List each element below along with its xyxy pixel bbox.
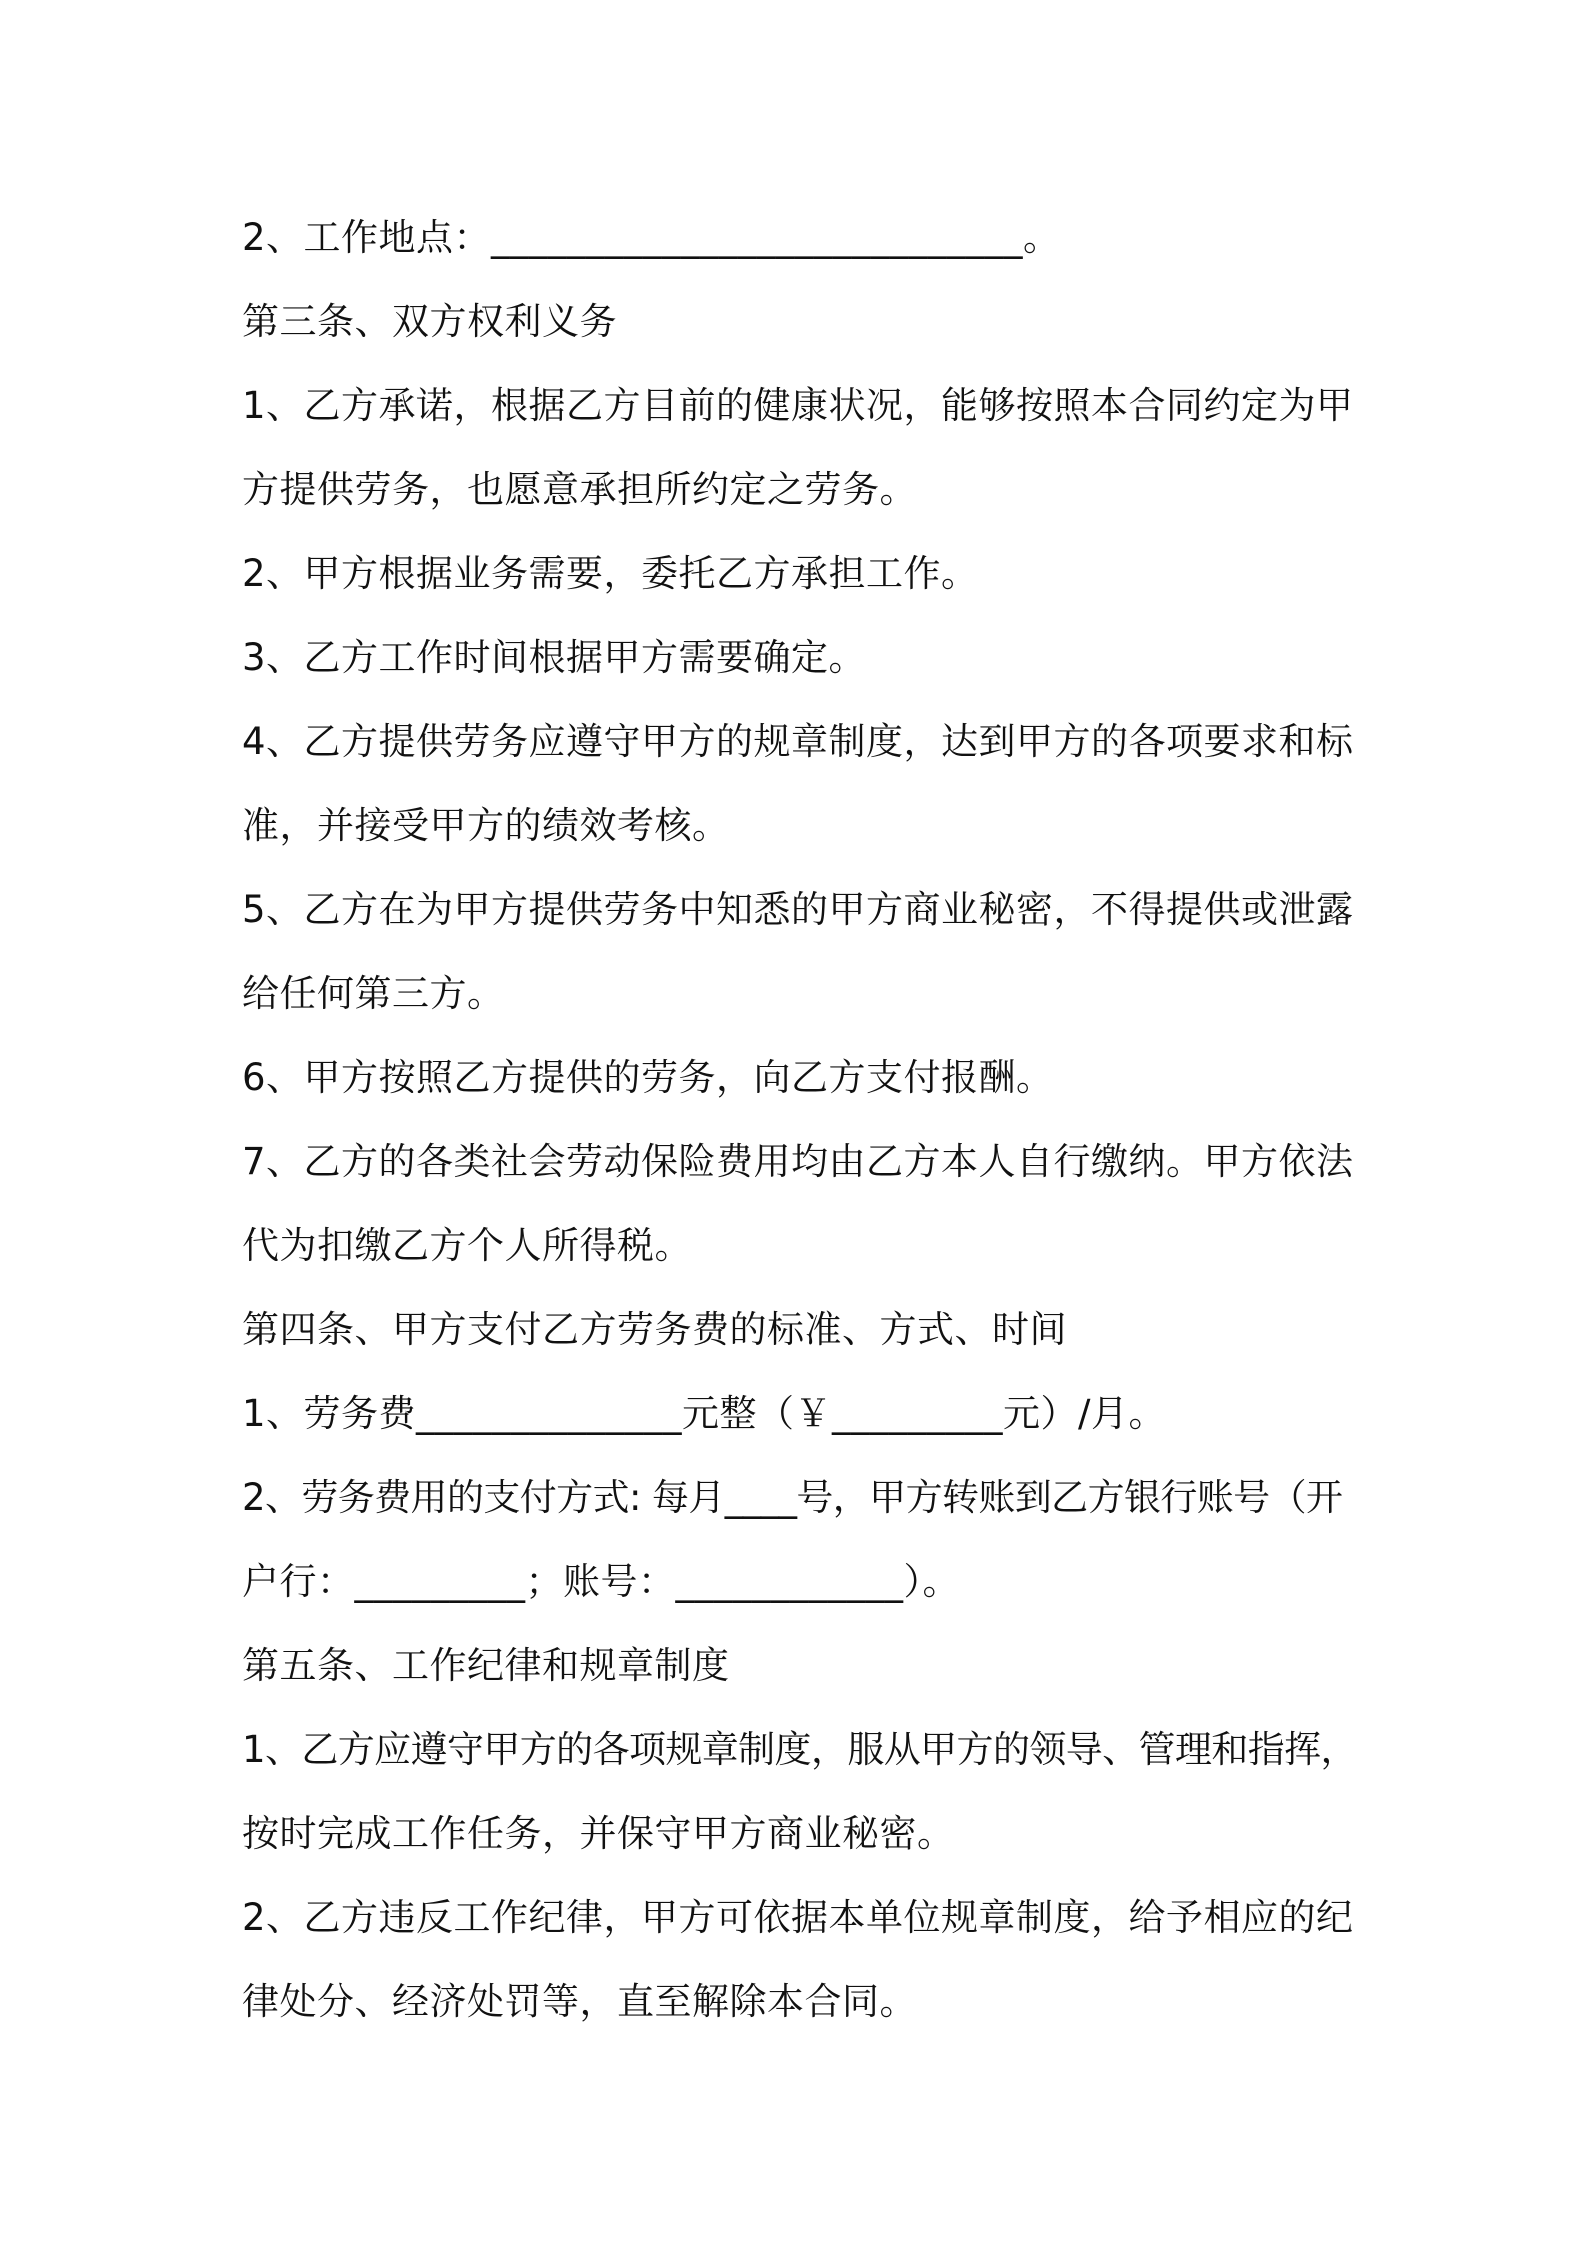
article-five-heading: 第五条、工作纪律和规章制度: [242, 1644, 730, 1687]
article-three-clause-7-line-2: 代为扣缴乙方个人所得税。: [242, 1224, 692, 1267]
article-three-clause-2: 2、甲方根据业务需要，委托乙方承担工作。: [242, 552, 979, 595]
article-three-clause-5-line-1: 5、乙方在为甲方提供劳务中知悉的甲方商业秘密，不得提供或泄露: [242, 888, 1354, 931]
article-four-payment-method-line-2: 户行：_________；账号：____________）。: [242, 1560, 960, 1603]
article-five-clause-2-line-1: 2、乙方违反工作纪律，甲方可依据本单位规章制度，给予相应的纪: [242, 1896, 1354, 1939]
article-three-clause-7-line-1: 7、乙方的各类社会劳动保险费用均由乙方本人自行缴纳。甲方依法: [242, 1140, 1354, 1183]
article-five-clause-1-line-2: 按时完成工作任务，并保守甲方商业秘密。: [242, 1812, 955, 1855]
article-five-clause-1-line-1: 1、乙方应遵守甲方的各项规章制度，服从甲方的领导、管理和指挥，: [242, 1728, 1357, 1771]
article-three-clause-4-line-2: 准，并接受甲方的绩效考核。: [242, 804, 730, 847]
article-three-heading: 第三条、双方权利义务: [242, 300, 617, 343]
document-body: [242, 196, 1362, 2044]
article-three-clause-4-line-1: 4、乙方提供劳务应遵守甲方的规章制度，达到甲方的各项要求和标: [242, 720, 1354, 763]
article-three-clause-6: 6、甲方按照乙方提供的劳务，向乙方支付报酬。: [242, 1056, 1054, 1099]
article-four-payment-method-line-1: 2、劳务费用的支付方式: 每月____号，甲方转账到乙方银行账号（开: [242, 1476, 1343, 1519]
article-four-fee-amount: 1、劳务费______________元整（￥_________元）/月。: [242, 1392, 1167, 1435]
article-four-heading: 第四条、甲方支付乙方劳务费的标准、方式、时间: [242, 1308, 1067, 1351]
article-three-clause-1-line-1: 1、乙方承诺，根据乙方目前的健康状况，能够按照本合同约定为甲: [242, 384, 1354, 427]
work-location-line: 2、工作地点：____________________________。: [242, 216, 1061, 259]
article-three-clause-5-line-2: 给任何第三方。: [242, 972, 505, 1015]
article-five-clause-2-line-2: 律处分、经济处罚等，直至解除本合同。: [242, 1980, 917, 2023]
article-three-clause-3: 3、乙方工作时间根据甲方需要确定。: [242, 636, 867, 679]
article-three-clause-1-line-2: 方提供劳务，也愿意承担所约定之劳务。: [242, 468, 917, 511]
